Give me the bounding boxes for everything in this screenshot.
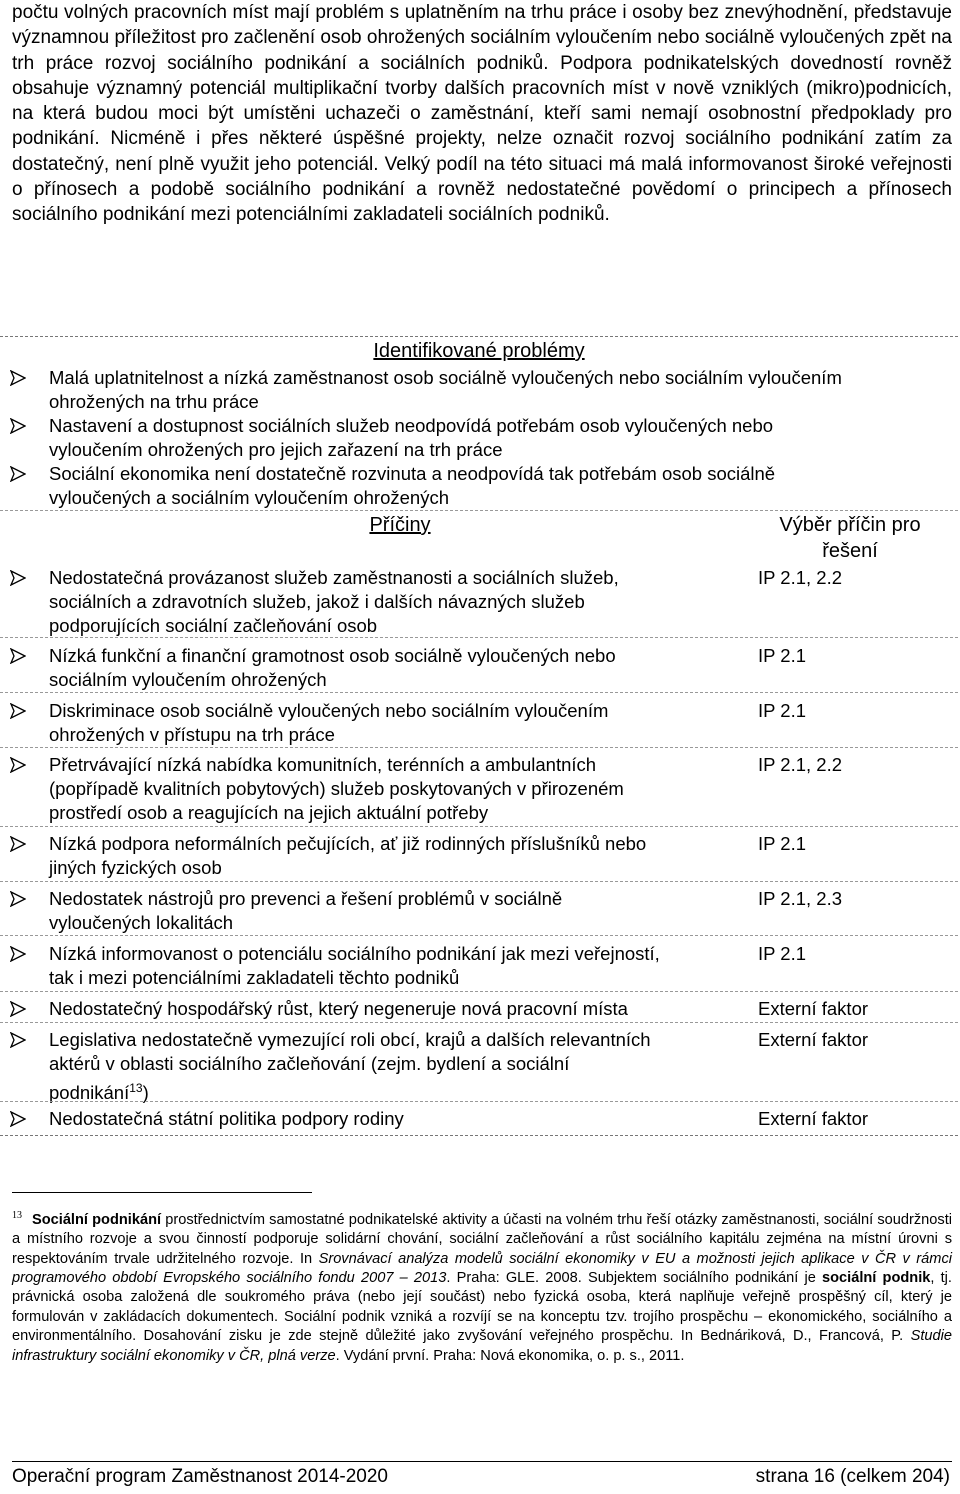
divider	[0, 510, 958, 511]
cause-text: Nedostatečná státní politika podpory rodiny	[49, 1108, 404, 1129]
cause-text: Nedostatečná provázanost služeb zaměstnanosti a sociálních služeb,	[49, 567, 619, 588]
cause-text: aktérů v oblasti sociálního začleňování (zejm. bydlení a sociální	[49, 1053, 570, 1074]
cause-ip: IP 2.1, 2.3	[758, 888, 842, 909]
arrow-bullet-icon	[10, 418, 26, 434]
arrow-bullet-icon	[10, 648, 26, 664]
divider	[0, 826, 958, 827]
cause-text: Přetrvávající nízká nabídka komunitních, terénních a ambulantních	[49, 754, 597, 775]
divider	[0, 881, 958, 882]
cause-text: Nedostatečný hospodářský růst, který negeneruje nová pracovní místa	[49, 998, 628, 1019]
cause-text: (popřípadě kvalitních pobytových) služeb poskytovaných v přirozeném	[49, 778, 624, 799]
arrow-bullet-icon	[10, 836, 26, 852]
arrow-bullet-icon	[10, 703, 26, 719]
cause-ip: IP 2.1	[758, 700, 807, 721]
problem-text: Sociální ekonomika není dostatečně rozvinuta a neodpovídá tak potřebám osob sociálně	[49, 463, 776, 484]
cause-ip: Externí faktor	[758, 998, 869, 1019]
footer-page-number: strana 16 (celkem 204)	[755, 1466, 950, 1487]
divider	[0, 637, 958, 638]
cause-ip: IP 2.1, 2.2	[758, 567, 842, 588]
cause-ip: IP 2.1	[758, 943, 807, 964]
footnote-ref[interactable]: 13	[129, 1081, 143, 1095]
problem-text: Malá uplatnitelnost a nízká zaměstnanost osob sociálně vyloučených nebo sociálním vyloučením	[49, 367, 842, 388]
cause-text-part: podnikání	[49, 1082, 130, 1104]
intro-text-part2: Podpora podnikatelských dovedností rovněž obsahuje významný potenciál multiplikační tvorby dalších pracovních míst v nově vzniklých (mikro)podnicích, na která budou moci být umístěni uchazeči o zaměstnání, kteří sami nemají osobnostní předpoklady pro podnikání. Nicméně i přes některé úspěšné projekty, nelze označit rozvoj sociálního podnikání zatím za dostatečný, není plně využit jeho potenciál. Velký podíl na této situaci má malá informovanost široké veřejnosti o přínosech a podobě sociálního podnikání a rovněž nedostatečné povědomí o principech a přínosech sociálního podnikání mezi potenciálními zakladateli sociálních podniků.	[12, 52, 952, 226]
cause-ip: Externí faktor	[758, 1029, 869, 1050]
arrow-bullet-icon	[10, 370, 26, 386]
intro-text-part1: počtu volných pracovních míst mají problém s uplatněním na trhu práce i osoby bez znevýhodnění, představuje významnou příležitost pro začlenění osob ohrožených sociálním vyloučením nebo sociálně vyloučených zpět na trh práce rozvoj sociálního podnikání a sociálních podniků.	[12, 2, 952, 74]
footnote-citation: Studie infrastruktury sociální ekonomiky v ČR, plná verze	[12, 1328, 952, 1364]
cause-text: jiných fyzických osob	[49, 857, 222, 878]
arrow-bullet-icon	[10, 891, 26, 907]
footnote-text: . Praha: GLE. 2008. Subjektem sociálního podnikání je	[446, 1270, 823, 1287]
arrow-bullet-icon	[10, 946, 26, 962]
arrow-bullet-icon	[10, 1111, 26, 1127]
divider	[0, 747, 958, 748]
cause-text: sociálním vyloučením ohrožených	[49, 669, 327, 690]
divider	[0, 935, 958, 936]
footnote	[12, 1206, 952, 1366]
divider	[0, 1101, 958, 1102]
cause-text: prostředí osob a reagujících na jejich aktuální potřeby	[49, 802, 489, 823]
cause-ip: IP 2.1	[758, 833, 807, 854]
footnote-number: 13	[12, 1210, 22, 1221]
arrow-bullet-icon	[10, 1032, 26, 1048]
footnote-text: . Vydání první. Praha: Nová ekonomika, o. p. s., 2011.	[335, 1347, 685, 1364]
footnote-term: sociální podnik	[822, 1270, 931, 1287]
cause-text-part: )	[142, 1082, 149, 1104]
arrow-bullet-icon	[10, 1001, 26, 1017]
cause-ip: IP 2.1	[758, 645, 807, 666]
selection-heading-line: řešení	[822, 540, 878, 562]
problem-text: vyloučením ohrožených pro jejich zařazení na trh práce	[49, 439, 503, 460]
cause-text: Legislativa nedostatečně vymezující roli obcí, krajů a dalších relevantních	[49, 1029, 651, 1050]
cause-text: Diskriminace osob sociálně vyloučených nebo sociálním vyloučením	[49, 700, 609, 721]
arrow-bullet-icon	[10, 757, 26, 773]
footnote-text: , tj. právnická osoba založená dle soukromého práva (nebo její součást) nebo fyzická osoba, která naplňuje veřejně prospěšný cíl, který je formulován v zakládacích dokumentech. Sociální podnik vzniká a rozvíjí se na konceptu tzv. trojího prospěchu – ekonomického, sociálního a environmentálního. Dosahování zisku je zde stejně důležité jako zvyšování veřejného prospěchu. In Bednáriková, D., Francová, P.	[12, 1270, 952, 1345]
causes-heading: Příčiny	[369, 514, 431, 536]
cause-text: Nízká podpora neformálních pečujících, ať již rodinných příslušníků nebo	[49, 833, 647, 854]
problem-text: Nastavení a dostupnost sociálních služeb neodpovídá potřebám osob vyloučených nebo	[49, 415, 774, 436]
divider	[0, 1022, 958, 1023]
cause-text: tak i mezi potenciálními zakladateli těchto podniků	[49, 967, 460, 988]
divider	[0, 692, 958, 693]
cause-text: vyloučených lokalitách	[49, 912, 234, 933]
cause-text: podporujících sociální začleňování osob	[49, 615, 378, 636]
problem-text: vyloučených a sociálním vyloučením ohrožených	[49, 487, 449, 508]
cause-text: Nízká informovanost o potenciálu sociálního podnikání jak mezi veřejností,	[49, 943, 660, 964]
footnote-term: Sociální podnikání	[32, 1211, 162, 1228]
footer-rule	[12, 1461, 952, 1462]
selection-heading	[750, 512, 950, 564]
footnote-citation: Srovnávací analýza modelů sociální ekonomiky v EU a možnosti jejich aplikace v ČR v rámci programového období Evropského sociálního fondu 2007 – 2013	[12, 1250, 952, 1287]
cause-text: ohrožených v přístupu na trh práce	[49, 724, 335, 745]
arrow-bullet-icon	[10, 570, 26, 586]
selection-heading-line: Výběr příčin pro	[779, 514, 921, 536]
arrow-bullet-icon	[10, 466, 26, 482]
cause-ip: IP 2.1, 2.2	[758, 754, 842, 775]
cause-text: Nízká funkční a finanční gramotnost osob sociálně vyloučených nebo	[49, 645, 616, 666]
footnote-rule	[12, 1192, 312, 1193]
footer-program-name: Operační program Zaměstnanost 2014-2020	[12, 1466, 388, 1487]
divider	[0, 991, 958, 992]
intro-paragraph	[12, 0, 952, 228]
cause-ip: Externí faktor	[758, 1108, 869, 1129]
problems-title: Identifikované problémy	[373, 340, 585, 362]
problem-text: ohrožených na trhu práce	[49, 391, 259, 412]
cause-text: sociálních a zdravotních služeb, jakož i dalších návazných služeb	[49, 591, 585, 612]
footnote-text: prostřednictvím samostatné podnikatelské aktivity a účasti na volném trhu řeší otázky zaměstnanosti, sociální soudržnosti a místního rozvoje a svou činností podporuje solidární chování, sociální začleňování a růst sociálního kapitálu zejména na místní úrovni s respektováním trvale udržitelného rozvoje. In	[12, 1211, 952, 1267]
cause-text: Nedostatek nástrojů pro prevenci a řešení problémů v sociálně	[49, 888, 563, 909]
